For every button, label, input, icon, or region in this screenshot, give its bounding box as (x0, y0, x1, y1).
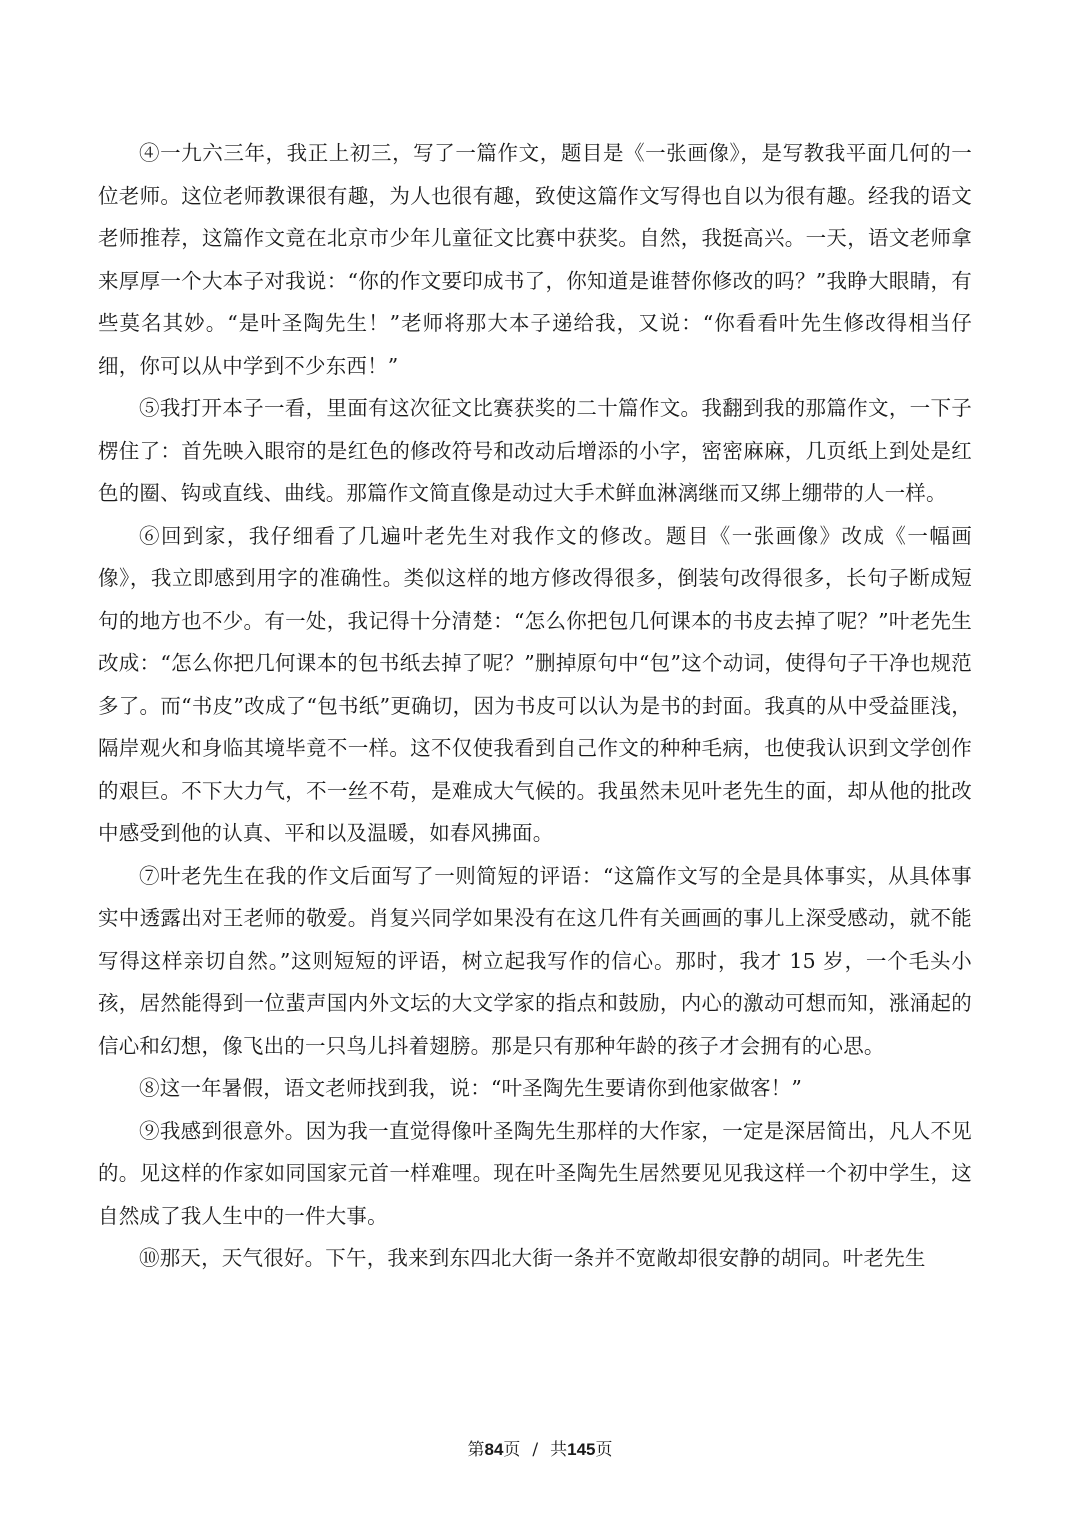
page-separator: / (532, 1440, 539, 1460)
document-body (98, 132, 972, 1280)
total-prefix: 共 (550, 1440, 568, 1460)
page-footer (0, 1438, 1080, 1462)
paragraph-10: ⑩那天，天气很好。下午，我来到东四北大街一条并不宽敞却很安静的胡同。叶老先生 (139, 1246, 926, 1270)
total-pages: 145 (567, 1440, 596, 1459)
total-suffix: 页 (595, 1440, 613, 1460)
paragraph-5: ⑤我打开本子一看，里面有这次征文比赛获奖的二十篇作文。我翻到我的那篇作文，一下子楞住了：首先映入眼帘的是红色的修改符号和改动后增添的小字，密密麻麻，几页纸上到处是红色的圈、钩或直线、曲线。那篇作文简直像是动过大手术鲜血淋漓继而又绑上绷带的人一样。 (98, 396, 972, 505)
paragraph-4: ④一九六三年，我正上初三，写了一篇作文，题目是《一张画像》，是写教我平面几何的一位老师。这位老师教课很有趣，为人也很有趣，致使这篇作文写得也自以为很有趣。经我的语文老师推荐，这篇作文竟在北京市少年儿童征文比赛中获奖。自然，我挺高兴。一天，语文老师拿来厚厚一个大本子对我说：“你的作文要印成书了，你知道是谁替你修改的吗？”我睁大眼睛，有些莫名其妙。“是叶圣陶先生！”老师将那大本子递给我，又说：“你看看叶先生修改得相当仔细，你可以从中学到不少东西！” (98, 141, 972, 378)
paragraph-7: ⑦叶老先生在我的作文后面写了一则简短的评语：“这篇作文写的全是具体事实，从具体事实中透露出对王老师的敬爱。肖复兴同学如果没有在这几件有关画画的事儿上深受感动，就不能写得这样亲切自然。”这则短短的评语，树立起我写作的信心。那时，我才 15 岁，一个毛头小孩，居然能得到一位蜚声国内外文坛的大文学家的指点和鼓励，内心的激动可想而知，涨涌起的信心和幻想，像飞出的一只鸟儿抖着翅膀。那是只有那种年龄的孩子才会拥有的心思。 (98, 863, 972, 1058)
page-suffix: 页 (503, 1440, 521, 1460)
paragraph-6: ⑥回到家，我仔细看了几遍叶老先生对我作文的修改。题目《一张画像》改成《一幅画像》，我立即感到用字的准确性。类似这样的地方修改得很多，倒装句改得很多，长句子断成短句的地方也不少。有一处，我记得十分清楚：“怎么你把包几何课本的书皮去掉了呢？”叶老先生改成：“怎么你把几何课本的包书纸去掉了呢？”删掉原句中“包”这个动词，使得句子干净也规范多了。而“书皮”改成了“包书纸”更确切，因为书皮可以认为是书的封面。我真的从中受益匪浅，隔岸观火和身临其境毕竟不一样。这不仅使我看到自己作文的种种毛病，也使我认识到文学创作的艰巨。不下大力气，不一丝不苟，是难成大气候的。我虽然未见叶老先生的面，却从他的批改中感受到他的认真、平和以及温暖，如春风拂面。 (98, 523, 972, 845)
paragraph-8: ⑧这一年暑假，语文老师找到我，说：“叶圣陶先生要请你到他家做客！” (139, 1076, 803, 1100)
page-prefix: 第 (467, 1440, 485, 1460)
paragraph-9: ⑨我感到很意外。因为我一直觉得像叶圣陶先生那样的大作家，一定是深居简出，凡人不见的。见这样的作家如同国家元首一样难哩。现在叶圣陶先生居然要见见我这样一个初中学生，这自然成了我人生中的一件大事。 (98, 1118, 972, 1228)
page-number: 84 (484, 1440, 504, 1459)
